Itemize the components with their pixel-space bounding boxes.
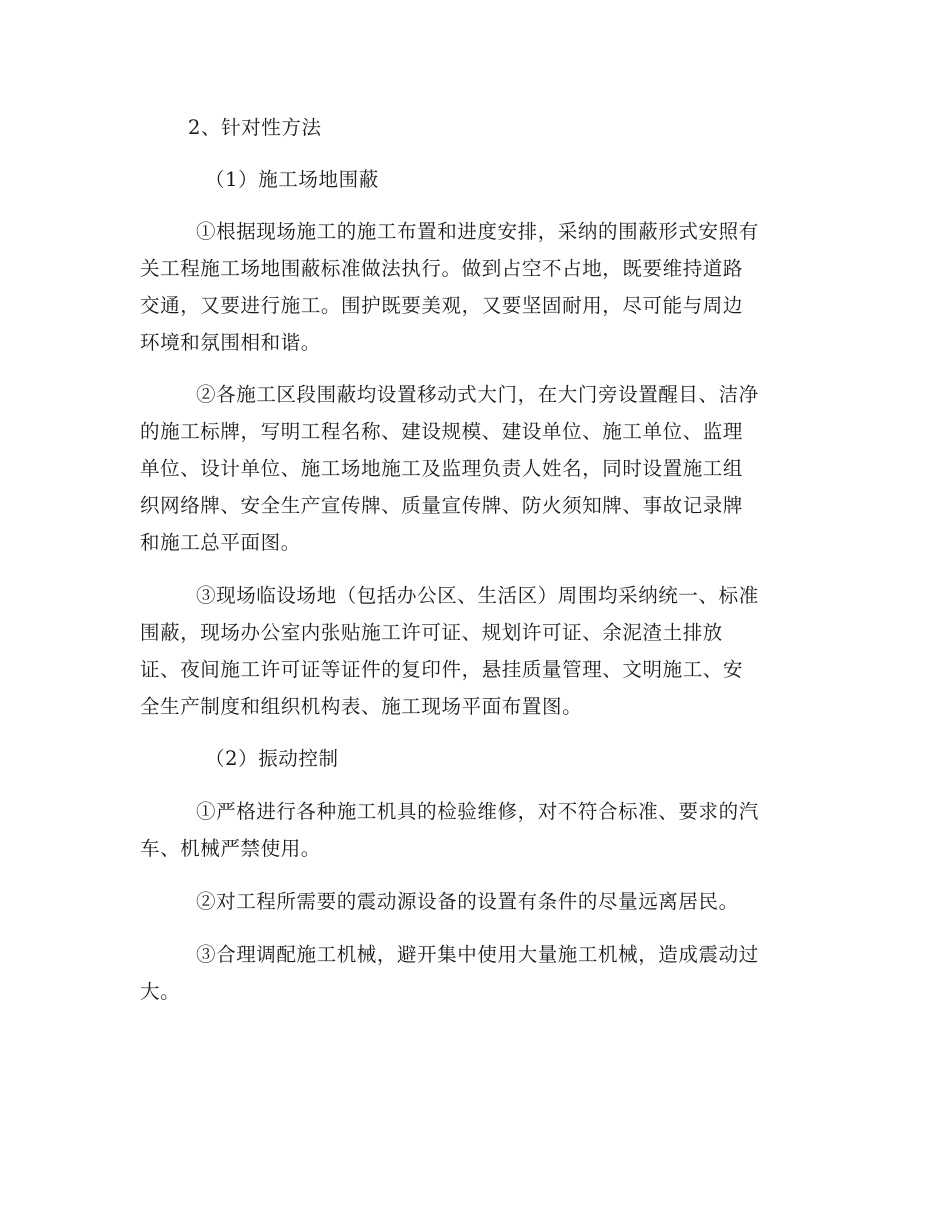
paragraph-line: 证、夜间施工许可证等证件的复印件，悬挂质量管理、文明施工、安 xyxy=(140,658,744,681)
section-heading: 2、针对性方法 xyxy=(188,116,322,139)
paragraph-line: 的施工标牌，写明工程名称、建设规模、建设单位、施工单位、监理 xyxy=(140,420,744,443)
paragraph-line: ①严格进行各种施工机具的检验维修，对不符合标准、要求的汽 xyxy=(196,800,759,823)
paragraph-line: 车、机械严禁使用。 xyxy=(140,837,321,860)
paragraph-line: 全生产制度和组织机构表、施工现场平面布置图。 xyxy=(140,695,583,718)
paragraph-line: 单位、设计单位、施工场地施工及监理负责人姓名，同时设置施工组 xyxy=(140,457,744,480)
subsection-title-enclosure: （1）施工场地围蔽 xyxy=(205,168,379,191)
paragraph-line: ①根据现场施工的施工布置和进度安排，采纳的围蔽形式安照有 xyxy=(196,220,759,243)
paragraph-line: ③合理调配施工机械，避开集中使用大量施工机械，造成震动过 xyxy=(196,943,759,966)
subsection-title-vibration: （2）振动控制 xyxy=(205,747,339,770)
paragraph-line: ②对工程所需要的震动源设备的设置有条件的尽量远离居民。 xyxy=(196,890,739,913)
paragraph-line: ③现场临设场地（包括办公区、生活区）周围均采纳统一、标准 xyxy=(196,584,759,607)
paragraph-line: 围蔽，现场办公室内张贴施工许可证、规划许可证、余泥渣土排放 xyxy=(140,621,723,644)
paragraph-line: ②各施工区段围蔽均设置移动式大门，在大门旁设置醒目、洁净 xyxy=(196,383,759,406)
paragraph-line: 环境和氛围相和谐。 xyxy=(140,331,321,354)
paragraph-line: 交通，又要进行施工。围护既要美观，又要坚固耐用，尽可能与周边 xyxy=(140,294,744,317)
paragraph-line: 大。 xyxy=(140,980,181,1003)
paragraph-line: 织网络牌、安全生产宣传牌、质量宣传牌、防火须知牌、事故记录牌 xyxy=(140,494,744,517)
paragraph-line: 和施工总平面图。 xyxy=(140,531,301,554)
paragraph-line: 关工程施工场地围蔽标准做法执行。做到占空不占地，既要维持道路 xyxy=(140,257,744,280)
